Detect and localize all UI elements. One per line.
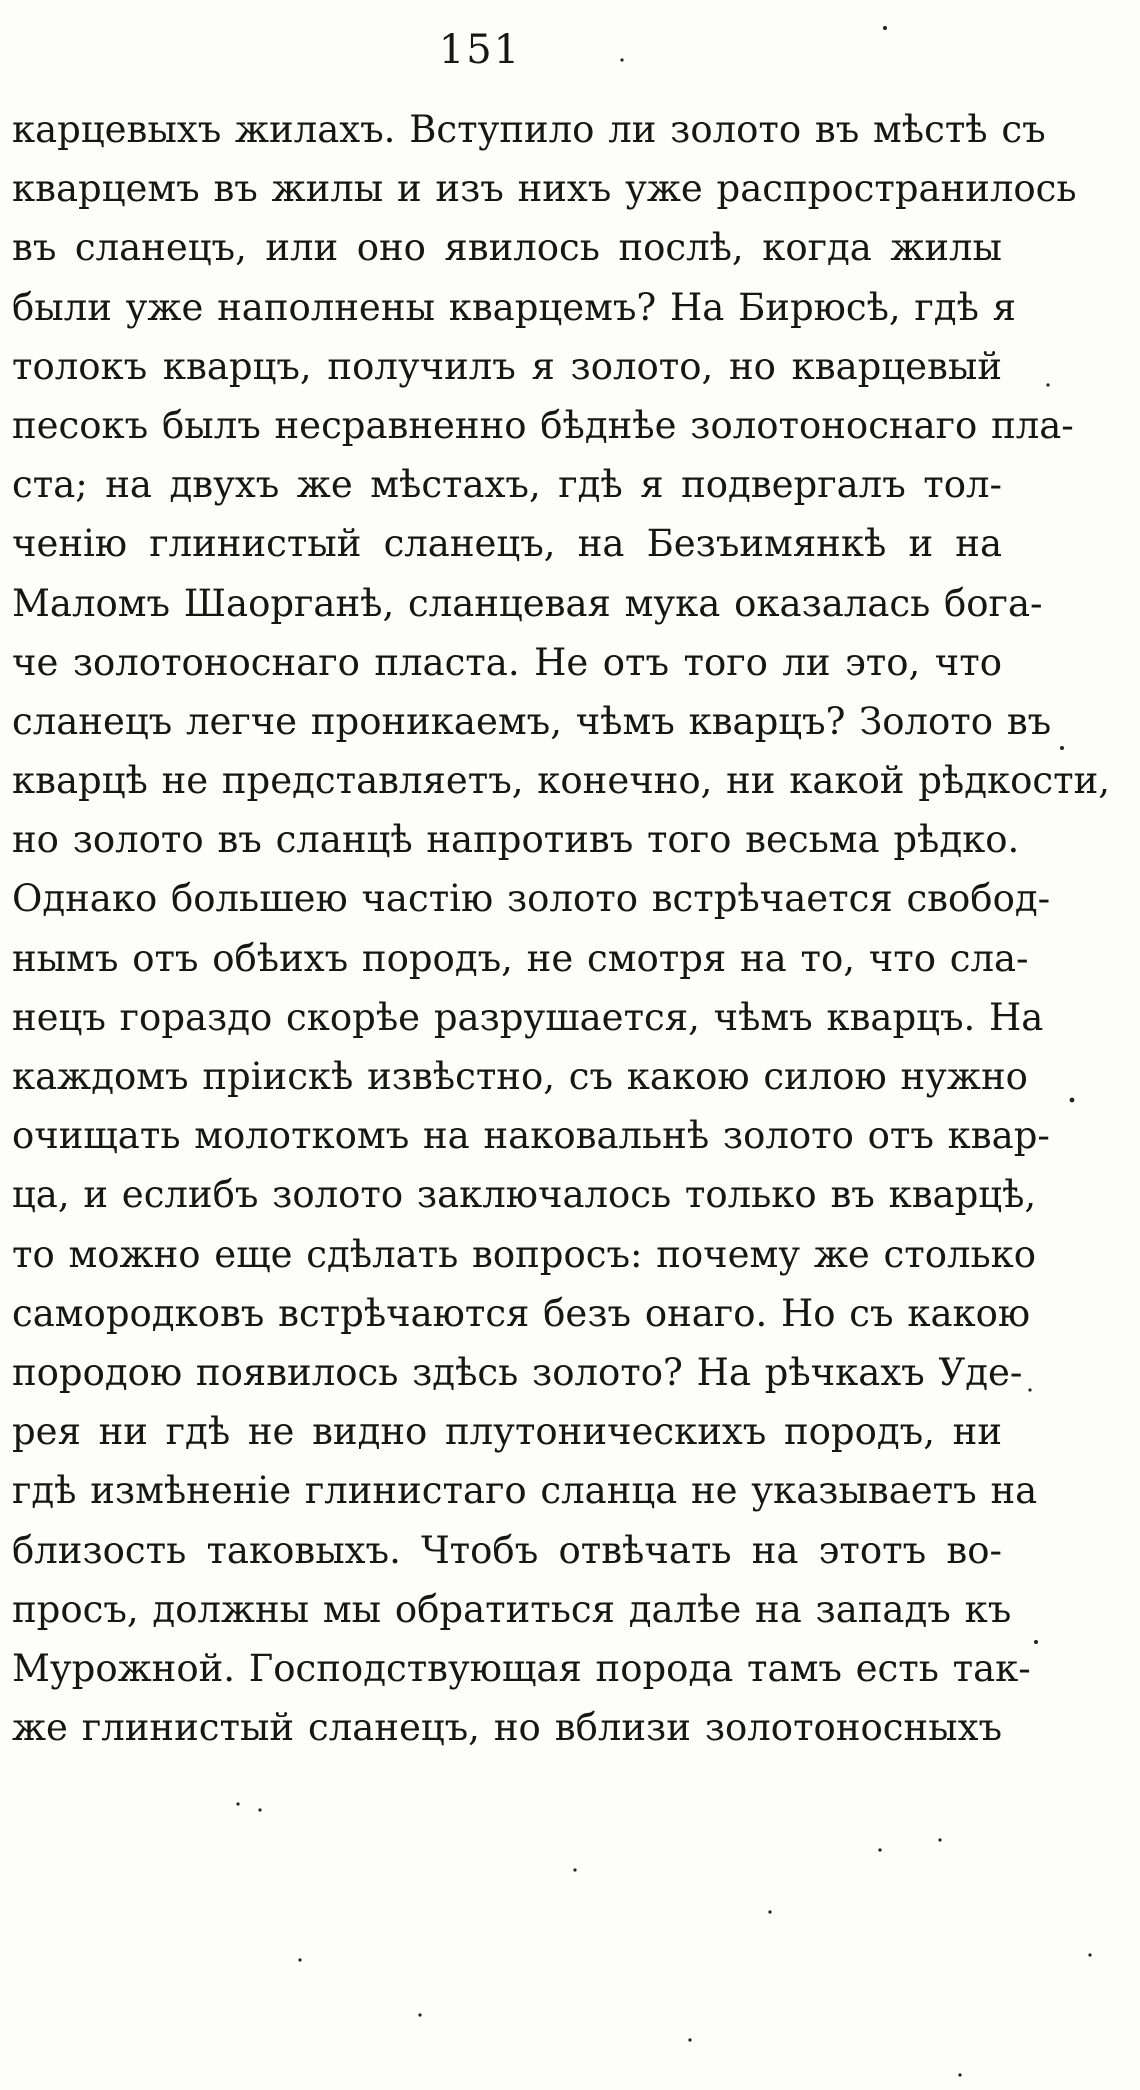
text-line: нымъ отъ обѣихъ породъ, не смотря на то, что сла- — [12, 936, 1029, 980]
text-line: карцевыхъ жилахъ. Вступило ли золото въ мѣстѣ съ — [12, 108, 1046, 151]
text-line: же глинистый сланецъ, но вблизи золотоносныхъ — [12, 1706, 1002, 1750]
text-line: Маломъ Шаорганѣ, сланцевая мука оказалась бога- — [12, 581, 1043, 625]
text-line: самородковъ встрѣчаются безъ онаго. Но съ какою — [12, 1291, 1031, 1335]
text-line: толокъ кварцъ, получилъ я золото, но кварцевый — [12, 344, 1002, 388]
text-line: но золото въ сланцѣ напротивъ того весьма рѣдко. — [12, 818, 1020, 862]
text-line: близость таковыхъ. Чтобъ отвѣчать на этотъ во- — [12, 1528, 1002, 1572]
text-line: ченію глинистый сланецъ, на Безъимянкѣ и на — [12, 522, 1002, 566]
text-line: каждомъ пріискѣ извѣстно, съ какою силою нужно — [12, 1055, 1028, 1098]
text-line: гдѣ измѣненіе глинистаго сланца не указываетъ на — [12, 1469, 1038, 1513]
text-line: ца, и еслибъ золото заключалось только въ кварцѣ, — [12, 1173, 1037, 1217]
text-line: то можно еще сдѣлать вопросъ: почему же столько — [12, 1232, 1037, 1276]
text-line: въ сланецъ, или оно явилось послѣ, когда жилы — [12, 226, 1002, 270]
text-line: очищать молоткомъ на наковальнѣ золото отъ квар- — [12, 1114, 1050, 1158]
text-line: породою появилось здѣсь золото? На рѣчкахъ Уде- — [12, 1350, 1023, 1394]
body-text — [12, 100, 1111, 1757]
text-line: просъ, должны мы обратиться далѣе на западъ къ — [12, 1587, 1012, 1631]
text-line: Однако большею частію золото встрѣчается свобод- — [12, 877, 1051, 921]
page-number: 151 — [438, 27, 522, 73]
text-line: ста; на двухъ же мѣстахъ, гдѣ я подвергалъ тол- — [12, 463, 1002, 507]
text-line: кварцѣ не представляетъ, конечно, ни какой рѣдкости, — [12, 759, 1111, 803]
text-line: нецъ гораздо скорѣе разрушается, чѣмъ кварцъ. На — [12, 995, 1044, 1039]
text-line: песокъ былъ несравненно бѣднѣе золотоноснаго пла- — [12, 403, 1074, 447]
text-line: Мурожной. Господствующая порода тамъ есть так- — [12, 1646, 1031, 1690]
text-line: кварцемъ въ жилы и изъ нихъ уже распространилось — [12, 167, 1077, 211]
text-line: рея ни гдѣ не видно плутоническихъ породъ, ни — [12, 1410, 1002, 1454]
text-line: были уже наполнены кварцемъ? На Бирюсѣ, гдѣ я — [12, 285, 1016, 329]
text-line: сланецъ легче проникаемъ, чѣмъ кварцъ? Золото въ — [12, 699, 1052, 743]
text-line: че золотоноснаго пласта. Не отъ того ли это, что — [12, 640, 1002, 684]
